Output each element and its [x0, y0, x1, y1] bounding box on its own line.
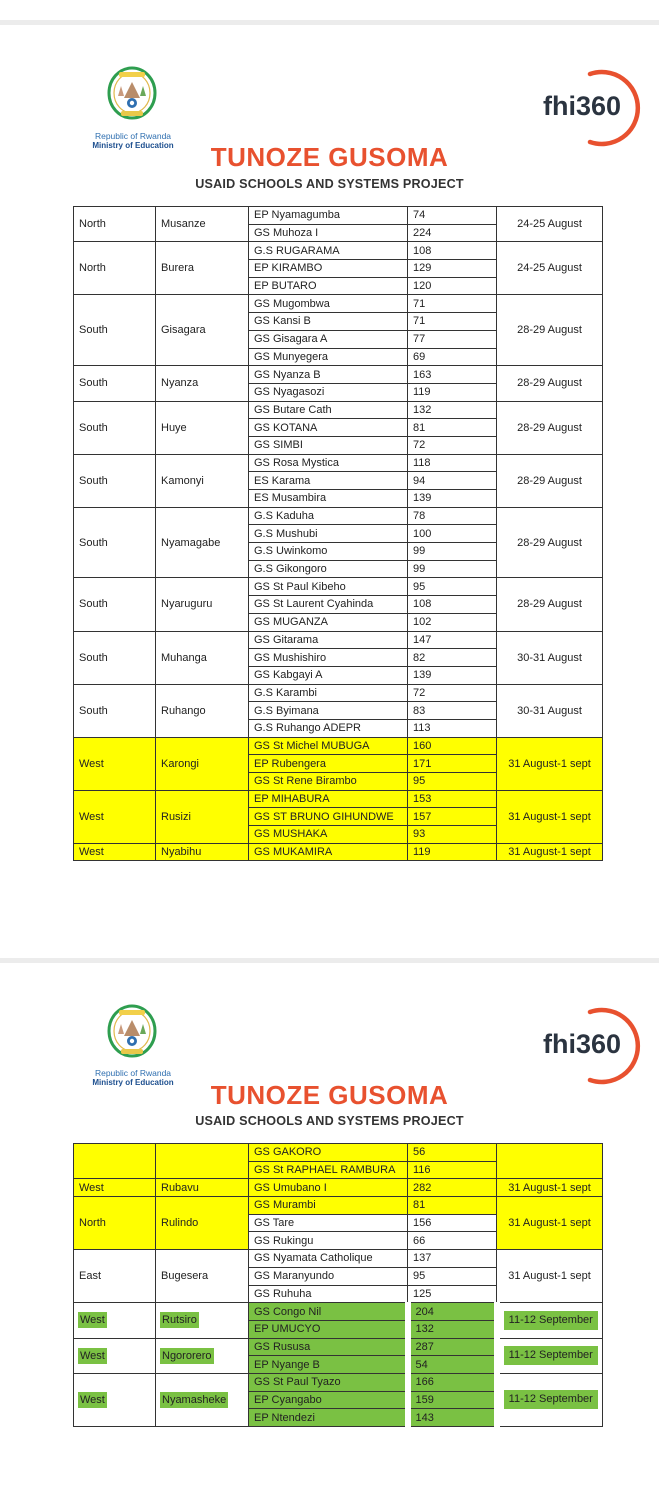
- province-cell: South: [74, 631, 156, 684]
- district-cell: [156, 1338, 249, 1373]
- district-cell: [156, 1144, 249, 1179]
- province-cell-text: West: [80, 1393, 105, 1406]
- school-name-cell: GS Umubano I: [249, 1179, 408, 1197]
- learner-count-cell: 108: [408, 242, 497, 260]
- fhi360-logo-text: fhi360: [543, 91, 622, 121]
- training-dates-cell: 24-25 August: [497, 242, 603, 295]
- school-name-cell: GS Kansi B: [249, 313, 408, 331]
- table-row: [74, 843, 603, 861]
- learner-count-cell: 82: [408, 649, 497, 667]
- school-name-cell: EP KIRAMBO: [249, 260, 408, 278]
- school-name-cell: GS Gitarama: [249, 631, 408, 649]
- learner-count-cell: 83: [408, 702, 497, 720]
- school-name-cell: EP BUTARO: [249, 277, 408, 295]
- table-row: [74, 454, 603, 472]
- province-cell: South: [74, 295, 156, 366]
- training-dates-cell: 28-29 August: [497, 454, 603, 507]
- school-name-cell: G.S Ruhango ADEPR: [249, 719, 408, 737]
- district-cell: Ruhango: [156, 684, 249, 737]
- district-cell: Rusizi: [156, 790, 249, 843]
- page-separator-top: [0, 20, 659, 25]
- province-cell: [74, 1303, 156, 1338]
- table-row: [74, 1303, 603, 1321]
- school-name-cell: G.S Uwinkomo: [249, 543, 408, 561]
- school-name-cell: GS SIMBI: [249, 436, 408, 454]
- province-cell: North: [74, 242, 156, 295]
- learner-count-cell: 77: [408, 330, 497, 348]
- learner-count-cell: 163: [408, 366, 497, 384]
- learner-count-cell: 81: [408, 1197, 497, 1215]
- school-name-cell: EP Rubengera: [249, 755, 408, 773]
- province-cell-text: West: [80, 1349, 105, 1362]
- school-name-cell: GS GAKORO: [249, 1144, 408, 1162]
- learner-count-cell: 156: [408, 1214, 497, 1232]
- district-cell: Rubavu: [156, 1179, 249, 1197]
- training-dates-cell: 31 August-1 sept: [497, 790, 603, 843]
- table-row: [74, 401, 603, 419]
- table-row: [74, 631, 603, 649]
- page-subtitle: USAID SCHOOLS AND SYSTEMS PROJECT: [195, 1114, 464, 1128]
- learner-count-cell: 95: [408, 578, 497, 596]
- school-name-cell: G.S RUGARAMA: [249, 242, 408, 260]
- learner-count-cell: 66: [408, 1232, 497, 1250]
- learner-count-cell: 118: [408, 454, 497, 472]
- training-dates-cell-text: 11-12 September: [504, 1390, 599, 1409]
- training-dates-cell: 31 August-1 sept: [497, 1197, 603, 1250]
- school-name-cell: GS St RAPHAEL RAMBURA: [249, 1161, 408, 1179]
- training-dates-cell: 31 August-1 sept: [497, 1179, 603, 1197]
- table-row: [74, 578, 603, 596]
- school-name-cell: ES Karama: [249, 472, 408, 490]
- school-name-cell: GS Tare: [249, 1214, 408, 1232]
- schedule-table: [73, 206, 603, 861]
- table-row: [74, 684, 603, 702]
- school-name-cell: GS Rususa: [249, 1338, 408, 1356]
- school-name-cell: GS Ruhuha: [249, 1285, 408, 1303]
- district-cell: Rulindo: [156, 1197, 249, 1250]
- province-cell: South: [74, 401, 156, 454]
- page-separator-middle: [0, 958, 659, 963]
- province-cell: West: [74, 843, 156, 861]
- rwanda-emblem-icon: [106, 1004, 158, 1062]
- school-name-cell: GS Gisagara A: [249, 330, 408, 348]
- learner-count-cell: 159: [408, 1391, 497, 1409]
- learner-count-cell: 108: [408, 596, 497, 614]
- school-name-cell: G.S Mushubi: [249, 525, 408, 543]
- training-dates-cell: 31 August-1 sept: [497, 737, 603, 790]
- school-name-cell: GS Butare Cath: [249, 401, 408, 419]
- learner-count-cell: 143: [408, 1409, 497, 1427]
- table-row: [74, 1144, 603, 1162]
- table-row: [74, 366, 603, 384]
- learner-count-cell: 147: [408, 631, 497, 649]
- training-dates-cell: 31 August-1 sept: [497, 843, 603, 861]
- page-subtitle: USAID SCHOOLS AND SYSTEMS PROJECT: [195, 177, 464, 191]
- learner-count-cell: 100: [408, 525, 497, 543]
- training-dates-cell: [497, 1303, 603, 1338]
- district-cell-text: Ngororero: [162, 1349, 212, 1362]
- rwanda-emblem-icon: [106, 66, 158, 124]
- district-cell: Burera: [156, 242, 249, 295]
- training-dates-cell: 28-29 August: [497, 578, 603, 631]
- district-cell: Karongi: [156, 737, 249, 790]
- learner-count-cell: 119: [408, 843, 497, 861]
- table-row: [74, 1179, 603, 1197]
- district-cell: [156, 1303, 249, 1338]
- table-row: [74, 507, 603, 525]
- learner-count-cell: 116: [408, 1161, 497, 1179]
- learner-count-cell: 129: [408, 260, 497, 278]
- learner-count-cell: 125: [408, 1285, 497, 1303]
- school-name-cell: GS St Laurent Cyahinda: [249, 596, 408, 614]
- learner-count-cell: 139: [408, 490, 497, 508]
- training-dates-cell-text: 11-12 September: [504, 1311, 599, 1330]
- table-row: [74, 242, 603, 260]
- training-dates-cell: 30-31 August: [497, 684, 603, 737]
- training-dates-cell: 30-31 August: [497, 631, 603, 684]
- province-cell-text: West: [80, 1314, 105, 1327]
- province-cell: South: [74, 684, 156, 737]
- school-name-cell: GS Nyamata Catholique: [249, 1250, 408, 1268]
- province-cell: West: [74, 737, 156, 790]
- table-row: [74, 1250, 603, 1268]
- page-title: TUNOZE GUSOMA: [210, 1080, 449, 1110]
- learner-count-cell: 119: [408, 383, 497, 401]
- learner-count-cell: 282: [408, 1179, 497, 1197]
- learner-count-cell: 54: [408, 1356, 497, 1374]
- learner-count-cell: 81: [408, 419, 497, 437]
- learner-count-cell: 72: [408, 436, 497, 454]
- learner-count-cell: 71: [408, 313, 497, 331]
- school-name-cell: G.S Kaduha: [249, 507, 408, 525]
- school-name-cell: GS St Michel MUBUGA: [249, 737, 408, 755]
- province-cell: South: [74, 578, 156, 631]
- school-name-cell: GS MUSHAKA: [249, 826, 408, 844]
- school-name-cell: G.S Byimana: [249, 702, 408, 720]
- province-cell: North: [74, 207, 156, 242]
- province-cell: West: [74, 1179, 156, 1197]
- learner-count-cell: 56: [408, 1144, 497, 1162]
- training-dates-cell: 28-29 August: [497, 507, 603, 578]
- learner-count-cell: 69: [408, 348, 497, 366]
- learner-count-cell: 287: [408, 1338, 497, 1356]
- school-name-cell: EP Nyamagumba: [249, 207, 408, 225]
- learner-count-cell: 204: [408, 1303, 497, 1321]
- training-dates-cell: 28-29 August: [497, 366, 603, 401]
- training-dates-cell: [497, 1338, 603, 1373]
- school-name-cell: GS St Rene Birambo: [249, 773, 408, 791]
- learner-count-cell: 166: [408, 1373, 497, 1391]
- school-name-cell: GS Nyanza B: [249, 366, 408, 384]
- district-cell: Kamonyi: [156, 454, 249, 507]
- training-dates-cell: [497, 1144, 603, 1179]
- school-name-cell: G.S Karambi: [249, 684, 408, 702]
- school-name-cell: GS Murambi: [249, 1197, 408, 1215]
- training-dates-cell: [497, 1373, 603, 1426]
- school-name-cell: G.S Gikongoro: [249, 560, 408, 578]
- learner-count-cell: 99: [408, 560, 497, 578]
- table-row: [74, 295, 603, 313]
- province-cell: [74, 1338, 156, 1373]
- learner-count-cell: 72: [408, 684, 497, 702]
- learner-count-cell: 93: [408, 826, 497, 844]
- learner-count-cell: 95: [408, 773, 497, 791]
- district-cell: Huye: [156, 401, 249, 454]
- table-row: [74, 790, 603, 808]
- school-name-cell: EP Nyange B: [249, 1356, 408, 1374]
- learner-count-cell: 120: [408, 277, 497, 295]
- school-name-cell: GS MUKAMIRA: [249, 843, 408, 861]
- district-cell-text: Nyamasheke: [162, 1393, 227, 1406]
- school-name-cell: GS Mushishiro: [249, 649, 408, 667]
- table-row: [74, 1338, 603, 1356]
- learner-count-cell: 171: [408, 755, 497, 773]
- learner-count-cell: 71: [408, 295, 497, 313]
- learner-count-cell: 95: [408, 1267, 497, 1285]
- learner-count-cell: 102: [408, 613, 497, 631]
- district-cell: Muhanga: [156, 631, 249, 684]
- learner-count-cell: 153: [408, 790, 497, 808]
- school-name-cell: EP Ntendezi: [249, 1409, 408, 1427]
- learner-count-cell: 113: [408, 719, 497, 737]
- training-dates-cell: 28-29 August: [497, 295, 603, 366]
- fhi360-logo: [538, 998, 648, 1088]
- schedule-table-2: [73, 1143, 602, 1427]
- school-name-cell: GS Maranyundo: [249, 1267, 408, 1285]
- learner-count-cell: 99: [408, 543, 497, 561]
- district-cell: [156, 1373, 249, 1426]
- province-cell: North: [74, 1197, 156, 1250]
- district-cell: Musanze: [156, 207, 249, 242]
- province-cell: East: [74, 1250, 156, 1303]
- learner-count-cell: 224: [408, 224, 497, 242]
- school-name-cell: EP MIHABURA: [249, 790, 408, 808]
- schedule-table: [73, 1143, 603, 1427]
- province-cell: South: [74, 366, 156, 401]
- school-name-cell: GS St Paul Tyazo: [249, 1373, 408, 1391]
- learner-count-cell: 137: [408, 1250, 497, 1268]
- province-cell: [74, 1144, 156, 1179]
- table-row: [74, 1197, 603, 1215]
- district-cell: Nyaruguru: [156, 578, 249, 631]
- learner-count-cell: 132: [408, 401, 497, 419]
- school-name-cell: GS Rukingu: [249, 1232, 408, 1250]
- school-name-cell: GS Muhoza I: [249, 224, 408, 242]
- page-title: TUNOZE GUSOMA: [210, 142, 449, 172]
- learner-count-cell: 139: [408, 666, 497, 684]
- school-name-cell: GS ST BRUNO GIHUNDWE: [249, 808, 408, 826]
- fhi360-logo: [538, 60, 648, 150]
- table-row: [74, 737, 603, 755]
- training-dates-cell: 24-25 August: [497, 207, 603, 242]
- training-dates-cell: 28-29 August: [497, 401, 603, 454]
- school-name-cell: ES Musambira: [249, 490, 408, 508]
- school-name-cell: GS Mugombwa: [249, 295, 408, 313]
- training-dates-cell: 31 August-1 sept: [497, 1250, 603, 1303]
- table-row: [74, 1373, 603, 1391]
- school-name-cell: GS MUGANZA: [249, 613, 408, 631]
- gov-line-1: Republic of Rwanda: [94, 131, 172, 141]
- school-name-cell: GS KOTANA: [249, 419, 408, 437]
- district-cell: Nyabihu: [156, 843, 249, 861]
- school-name-cell: GS Rosa Mystica: [249, 454, 408, 472]
- district-cell: Nyanza: [156, 366, 249, 401]
- province-cell: South: [74, 507, 156, 578]
- province-cell: South: [74, 454, 156, 507]
- gov-line-1: Republic of Rwanda: [94, 1068, 172, 1078]
- school-name-cell: GS St Paul Kibeho: [249, 578, 408, 596]
- learner-count-cell: 94: [408, 472, 497, 490]
- learner-count-cell: 132: [408, 1320, 497, 1338]
- gov-line-2: Ministry of Education: [92, 1078, 174, 1087]
- province-cell: [74, 1373, 156, 1426]
- school-name-cell: GS Munyegera: [249, 348, 408, 366]
- school-name-cell: GS Nyagasozi: [249, 383, 408, 401]
- fhi360-logo-text: fhi360: [543, 1029, 622, 1059]
- learner-count-cell: 157: [408, 808, 497, 826]
- schedule-table-1: [73, 206, 602, 861]
- school-name-cell: GS Congo Nil: [249, 1303, 408, 1321]
- district-cell-text: Rutsiro: [162, 1314, 197, 1327]
- district-cell: Gisagara: [156, 295, 249, 366]
- school-name-cell: EP UMUCYO: [249, 1320, 408, 1338]
- learner-count-cell: 74: [408, 207, 497, 225]
- province-cell: West: [74, 790, 156, 843]
- district-cell: Bugesera: [156, 1250, 249, 1303]
- gov-line-2: Ministry of Education: [92, 141, 174, 150]
- school-name-cell: GS Kabgayi A: [249, 666, 408, 684]
- training-dates-cell-text: 11-12 September: [504, 1346, 599, 1365]
- table-row: [74, 207, 603, 225]
- district-cell: Nyamagabe: [156, 507, 249, 578]
- school-name-cell: EP Cyangabo: [249, 1391, 408, 1409]
- learner-count-cell: 160: [408, 737, 497, 755]
- learner-count-cell: 78: [408, 507, 497, 525]
